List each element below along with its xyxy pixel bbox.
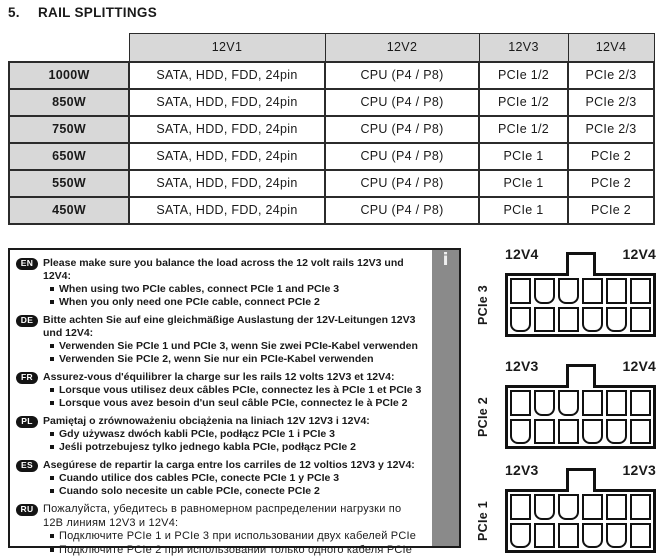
pin [510, 307, 531, 333]
note-bullet: Verwenden Sie PCIe 1 und PCIe 3, wenn Sie zwei PCIe-Kabel verwenden [50, 340, 423, 353]
connector-tab [566, 468, 596, 492]
language-badge-ru: RU [16, 504, 38, 516]
connector-diagram [505, 385, 656, 449]
rail-label: 12V4 [505, 246, 539, 262]
table-row [9, 143, 654, 170]
wattage-cell: 850W [9, 89, 129, 116]
table-cell: SATA, HDD, FDD, 24pin [129, 116, 325, 143]
pin [606, 307, 627, 333]
table-cell: SATA, HDD, FDD, 24pin [129, 170, 325, 197]
pin [630, 523, 651, 549]
connector-vertical-label: PCIe 2 [476, 397, 490, 438]
table-cell: PCIe 1/2 [479, 116, 568, 143]
note-heading: Pamiętaj o zrównoważeniu obciążenia na liniach 12V 12V3 i 12V4: [43, 415, 370, 427]
pin [582, 419, 603, 445]
language-badge-en: EN [16, 258, 38, 270]
pin [534, 494, 555, 520]
table-cell: PCIe 1 [479, 197, 568, 224]
table-row [9, 116, 654, 143]
pin [606, 494, 627, 520]
pin [630, 307, 651, 333]
section-number: 5. [8, 5, 20, 20]
bullet-square-icon [50, 401, 54, 405]
connector-tab [566, 364, 596, 388]
table-cell: SATA, HDD, FDD, 24pin [129, 143, 325, 170]
bullet-square-icon [50, 344, 54, 348]
note-heading: Bitte achten Sie auf eine gleichmäßige Auslastung der 12V-Leitungen 12V3 und 12V4: [43, 314, 416, 339]
table-row [9, 170, 654, 197]
bullet-square-icon [50, 432, 54, 436]
pin [534, 419, 555, 445]
connector-diagram [505, 489, 656, 553]
note-bullet: When using two PCIe cables, connect PCIe 1 and PCIe 3 [50, 283, 423, 296]
language-badge-pl: PL [16, 416, 38, 428]
note-bullet: Gdy używasz dwóch kabli PCIe, podłącz PCIe 1 i PCIe 3 [50, 428, 423, 441]
pin [558, 278, 579, 304]
note-section-es [16, 459, 423, 498]
connector-pcie1 [474, 462, 656, 557]
column-header: 12V1 [129, 34, 325, 62]
section-title: RAIL SPLITTINGS [38, 5, 158, 20]
pin [558, 523, 579, 549]
pin [510, 419, 531, 445]
table-cell: CPU (P4 / P8) [325, 89, 479, 116]
wattage-cell: 1000W [9, 62, 129, 89]
pin [558, 419, 579, 445]
note-bullet: When you only need one PCIe cable, connect PCIe 2 [50, 296, 423, 309]
note-section-ru [16, 503, 423, 557]
table-cell: PCIe 2/3 [568, 62, 654, 89]
note-bullet: Cuando utilice dos cables PCIe, conecte PCIe 1 y PCIe 3 [50, 472, 423, 485]
rail-label: 12V3 [505, 462, 539, 478]
table-header-row [9, 34, 654, 62]
pin [606, 419, 627, 445]
note-section-pl [16, 415, 423, 454]
note-bullet: Verwenden Sie PCIe 2, wenn Sie nur ein PCIe-Kabel verwenden [50, 353, 423, 366]
pin [606, 390, 627, 416]
info-icon: i [442, 250, 449, 270]
note-bullet: Lorsque vous utilisez deux câbles PCIe, connectez les à PCIe 1 et PCIe 3 [50, 384, 423, 397]
wattage-cell: 450W [9, 197, 129, 224]
pin [582, 278, 603, 304]
table-row [9, 89, 654, 116]
table-row [9, 197, 654, 224]
note-section-en [16, 257, 423, 309]
connector-vertical-label: PCIe 3 [476, 285, 490, 326]
pin [510, 523, 531, 549]
pin [510, 278, 531, 304]
table-cell: SATA, HDD, FDD, 24pin [129, 62, 325, 89]
pin [582, 390, 603, 416]
note-bullet: Jeśli potrzebujesz tylko jednego kabla PCIe, podłącz PCIe 2 [50, 441, 423, 454]
bullet-square-icon [50, 445, 54, 449]
bullet-square-icon [50, 548, 54, 552]
note-section-fr [16, 371, 423, 410]
language-badge-es: ES [16, 460, 38, 472]
pin [534, 278, 555, 304]
note-bullet: Lorsque vous avez besoin d'un seul câble PCIe, connectez le à PCIe 2 [50, 397, 423, 410]
pin [534, 523, 555, 549]
table-cell: CPU (P4 / P8) [325, 116, 479, 143]
connector-diagram [505, 273, 656, 337]
table-cell: PCIe 1 [479, 170, 568, 197]
pin [534, 390, 555, 416]
pin [558, 307, 579, 333]
note-bullet: Подключите PCIe 1 и PCIe 3 при использовании двух кабелей PCIe [50, 530, 423, 544]
bullet-square-icon [50, 357, 54, 361]
rail-label: 12V3 [622, 462, 656, 478]
connector-pcie2 [474, 358, 656, 462]
pin [630, 494, 651, 520]
table-cell: SATA, HDD, FDD, 24pin [129, 89, 325, 116]
note-heading: Asegúrese de repartir la carga entre los carriles de 12 voltios 12V3 y 12V4: [43, 459, 415, 471]
language-badge-fr: FR [16, 372, 38, 384]
notes-box [8, 248, 461, 556]
table-cell: CPU (P4 / P8) [325, 197, 479, 224]
table-row [9, 62, 654, 89]
pin [582, 307, 603, 333]
note-heading: Пожалуйста, убедитесь в равномерном распределении нагрузки по 12В линиям 12V3 и 12V4: [43, 503, 402, 529]
column-header: 12V2 [325, 34, 479, 62]
connector-vertical-label: PCIe 1 [476, 501, 490, 542]
table-cell: CPU (P4 / P8) [325, 170, 479, 197]
connector-tab [566, 252, 596, 276]
column-header: 12V4 [568, 34, 654, 62]
pin [630, 278, 651, 304]
note-heading: Assurez-vous d'équilibrer la charge sur les rails 12 volts 12V3 et 12V4: [43, 371, 395, 383]
pin [510, 494, 531, 520]
bullet-square-icon [50, 489, 54, 493]
rail-splitting-table [8, 33, 655, 225]
table-cell: CPU (P4 / P8) [325, 143, 479, 170]
pin [606, 278, 627, 304]
table-cell: PCIe 2 [568, 170, 654, 197]
table-cell: SATA, HDD, FDD, 24pin [129, 197, 325, 224]
table-cell: PCIe 2 [568, 143, 654, 170]
pin [534, 307, 555, 333]
table-cell: PCIe 1 [479, 143, 568, 170]
corner-cell [9, 34, 129, 62]
pin [510, 390, 531, 416]
language-badge-de: DE [16, 315, 38, 327]
bullet-square-icon [50, 300, 54, 304]
rail-label: 12V3 [505, 358, 539, 374]
rail-label: 12V4 [622, 246, 656, 262]
note-section-de [16, 314, 423, 366]
pin [558, 494, 579, 520]
bullet-square-icon [50, 287, 54, 291]
pin [582, 494, 603, 520]
wattage-cell: 550W [9, 170, 129, 197]
bullet-square-icon [50, 534, 54, 538]
bullet-square-icon [50, 388, 54, 392]
rail-label: 12V4 [622, 358, 656, 374]
page-title [8, 5, 157, 20]
pin [630, 419, 651, 445]
table-cell: PCIe 2 [568, 197, 654, 224]
note-bullet: Подключите PCIe 2 при использовании только одного кабеля PCIe [50, 544, 423, 557]
wattage-cell: 650W [9, 143, 129, 170]
column-header: 12V3 [479, 34, 568, 62]
pin [582, 523, 603, 549]
pin [606, 523, 627, 549]
info-bar [432, 250, 459, 546]
table-cell: PCIe 2/3 [568, 89, 654, 116]
bullet-square-icon [50, 476, 54, 480]
note-heading: Please make sure you balance the load across the 12 volt rails 12V3 und 12V4: [43, 257, 404, 282]
connector-pcie3 [474, 246, 656, 350]
table-cell: PCIe 2/3 [568, 116, 654, 143]
note-bullet: Cuando solo necesite un cable PCIe, conecte PCIe 2 [50, 485, 423, 498]
pin [630, 390, 651, 416]
table-cell: PCIe 1/2 [479, 89, 568, 116]
wattage-cell: 750W [9, 116, 129, 143]
table-cell: CPU (P4 / P8) [325, 62, 479, 89]
pin [558, 390, 579, 416]
table-cell: PCIe 1/2 [479, 62, 568, 89]
